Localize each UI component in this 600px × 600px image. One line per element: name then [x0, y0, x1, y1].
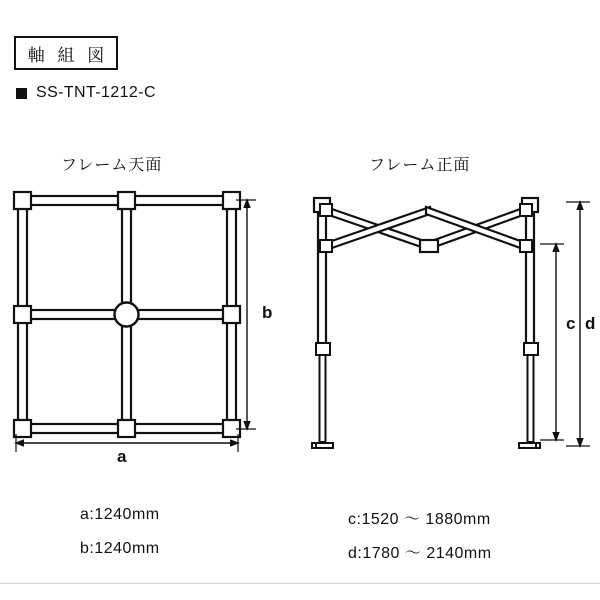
top-view-group	[14, 192, 256, 452]
front-view-scissor-joint-left-bottom	[320, 240, 332, 252]
model-number: SS-TNT-1212-C	[36, 84, 156, 101]
top-view-joint-edge-right	[223, 306, 240, 323]
top-view-joint-edge-left	[14, 306, 31, 323]
front-view-caption: フレーム正面	[369, 157, 471, 174]
front-view-scissor-joint-left-top	[320, 204, 332, 216]
top-view-joint-corner-tl	[14, 192, 31, 209]
page-title: 軸 組 図	[27, 45, 109, 65]
front-view-right-leg-lower	[528, 348, 534, 442]
top-view-caption: フレーム天面	[61, 157, 163, 174]
dimension-d-text: d:1780 〜 2140mm	[348, 545, 492, 562]
top-view-center-hub	[115, 303, 139, 327]
dim-letter-b: b	[262, 303, 273, 322]
front-view-right-leg-upper	[526, 205, 534, 350]
dim-letter-d: d	[585, 314, 596, 333]
front-view-scissor-center-joint	[420, 240, 438, 252]
front-view-left-leg-lower	[320, 348, 326, 442]
dimension-c-text: c:1520 〜 1880mm	[348, 511, 491, 528]
front-view-scissor-joint-right-top	[520, 204, 532, 216]
dimension-b-text: b:1240mm	[80, 540, 160, 557]
front-view-left-leg-upper	[318, 205, 326, 350]
front-view-right-leg-adjuster	[524, 343, 538, 355]
front-view-group	[312, 198, 590, 449]
top-view-joint-edge-top	[118, 192, 135, 209]
dim-letter-c: c	[566, 314, 576, 333]
front-view-scissor-joint-right-bottom	[520, 240, 532, 252]
front-view-left-leg-adjuster	[316, 343, 330, 355]
dimension-a-text: a:1240mm	[80, 506, 160, 523]
page-bottom-rule	[0, 583, 600, 584]
top-view-joint-edge-bottom	[118, 420, 135, 437]
dim-letter-a: a	[117, 447, 127, 466]
